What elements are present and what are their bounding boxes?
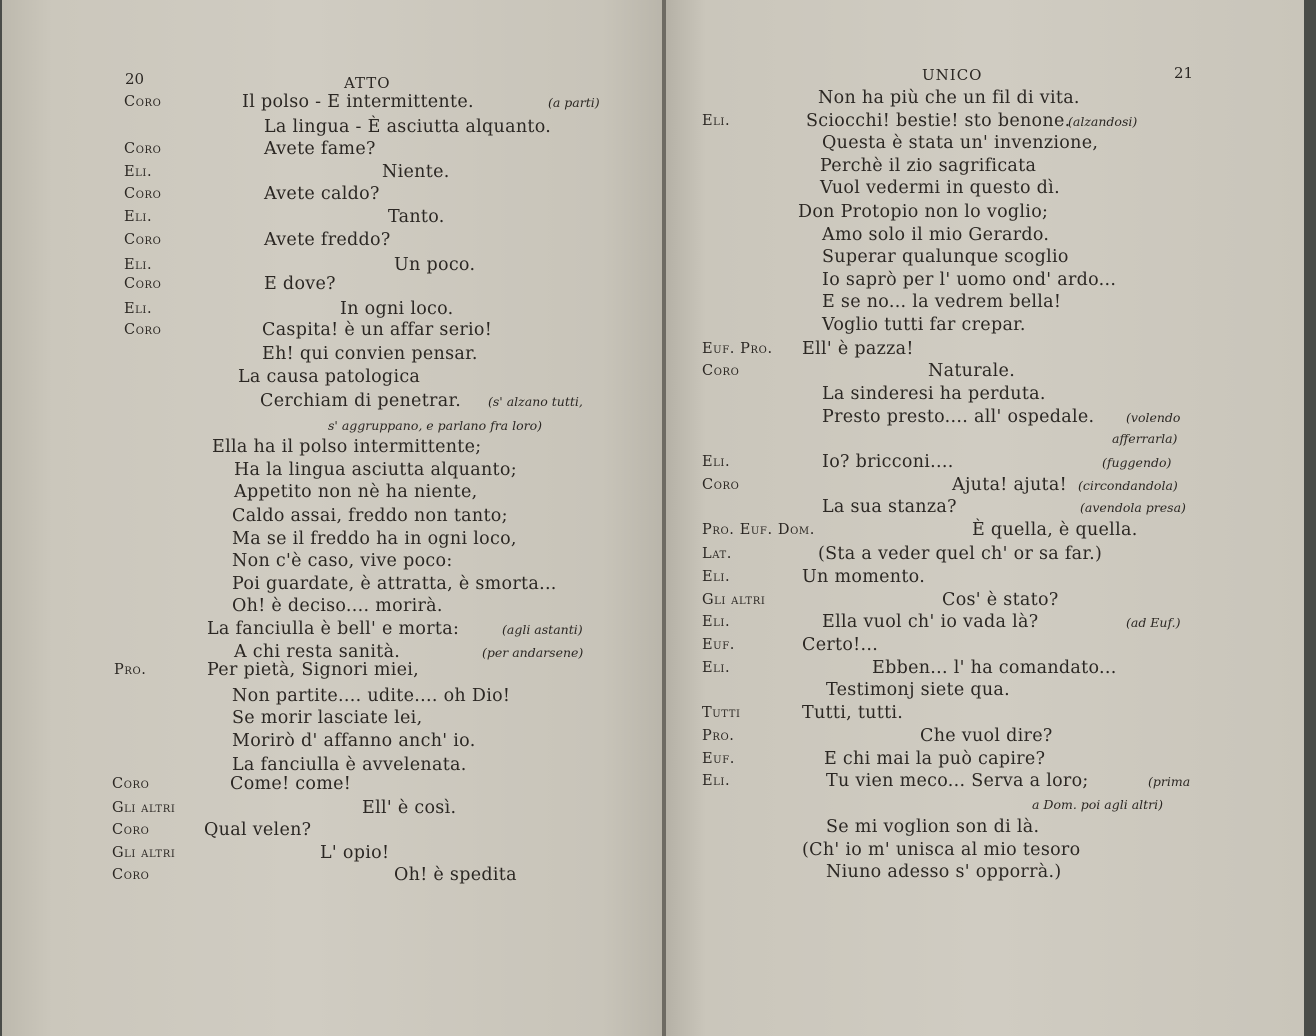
verse-line: Il polso - E intermittente. [242, 92, 474, 112]
stage-direction: (ad Euf.) [1126, 615, 1181, 630]
speaker-label: Euf. Pro. [702, 341, 773, 357]
speaker-label: Pro. [702, 728, 735, 744]
verse-line: L' opio! [320, 843, 390, 863]
verse-line: Ell' è così. [362, 798, 457, 818]
right-page [666, 0, 1304, 1036]
stage-direction: afferrarla) [1112, 431, 1178, 446]
verse-line: Niuno adesso s' opporrà.) [826, 862, 1062, 882]
stage-direction: (volendo [1126, 410, 1181, 425]
verse-line: E se no... la vedrem bella! [822, 292, 1062, 312]
stage-direction: (per andarsene) [482, 645, 584, 660]
verse-line: Don Protopio non lo voglio; [798, 202, 1049, 222]
verse-line: Avete freddo? [264, 230, 391, 250]
speaker-label: Coro [112, 867, 150, 883]
stage-direction: (alzandosi) [1068, 114, 1138, 129]
speaker-label: Tutti [702, 705, 741, 721]
verse-line: Tu vien meco... Serva a loro; [826, 771, 1089, 791]
speaker-label: Gli altri [112, 845, 176, 861]
speaker-label: Gli altri [702, 592, 766, 608]
verse-line: Non c'è caso, vive poco: [232, 551, 453, 571]
verse-line: (Sta a veder quel ch' or sa far.) [818, 544, 1103, 564]
speaker-label: Eli. [124, 301, 153, 317]
verse-line: È quella, è quella. [972, 520, 1138, 540]
verse-line: E chi mai la può capire? [824, 749, 1046, 769]
speaker-label: Euf. [702, 751, 735, 767]
verse-line: Caldo assai, freddo non tanto; [232, 506, 508, 526]
stage-direction: a Dom. poi agli altri) [1032, 797, 1164, 812]
speaker-label: Eli. [124, 164, 153, 180]
stage-direction: (avendola presa) [1080, 500, 1186, 515]
stage-direction: (fuggendo) [1102, 455, 1172, 470]
verse-line: Sciocchi! bestie! sto benone. [806, 111, 1071, 131]
verse-line: Ha la lingua asciutta alquanto; [234, 460, 517, 480]
verse-line: Voglio tutti far crepar. [822, 315, 1026, 335]
speaker-label: Eli. [702, 569, 731, 585]
verse-line: Caspita! è un affar serio! [262, 320, 493, 340]
verse-line: Ell' è pazza! [802, 339, 914, 359]
verse-line: Cos' è stato? [942, 590, 1059, 610]
stage-direction: (agli astanti) [502, 622, 583, 637]
verse-line: Presto presto.... all' ospedale. [822, 407, 1095, 427]
verse-line: Amo solo il mio Gerardo. [822, 225, 1050, 245]
verse-line: Ella vuol ch' io vada là? [822, 612, 1039, 632]
speaker-label: Eli. [702, 614, 731, 630]
speaker-label: Gli altri [112, 800, 176, 816]
verse-line: Naturale. [928, 361, 1016, 381]
verse-line: Un poco. [394, 255, 476, 275]
verse-line: La sua stanza? [822, 497, 957, 517]
verse-line: Un momento. [802, 567, 926, 587]
verse-line: Ebben... l' ha comandato... [872, 658, 1117, 678]
verse-line: Ella ha il polso intermittente; [212, 437, 482, 457]
speaker-label: Coro [124, 141, 162, 157]
speaker-label: Coro [124, 232, 162, 248]
verse-line: Come! come! [230, 774, 352, 794]
speaker-label: Eli. [702, 113, 731, 129]
verse-line: Questa è stata un' invenzione, [822, 133, 1099, 153]
verse-line: La sinderesi ha perduta. [822, 384, 1046, 404]
verse-line: La lingua - È asciutta alquanto. [264, 117, 552, 137]
left-page [2, 0, 664, 1036]
verse-line: Qual velen? [204, 820, 312, 840]
verse-line: Niente. [382, 162, 450, 182]
verse-line: Oh! è deciso.... morirà. [232, 596, 443, 616]
page-number: 21 [1174, 64, 1194, 82]
verse-line: La fanciulla è avvelenata. [232, 755, 467, 775]
verse-line: Appetito non nè ha niente, [234, 482, 478, 502]
verse-line: Oh! è spedita [394, 865, 517, 885]
verse-line: Morirò d' affanno anch' io. [232, 731, 476, 751]
verse-line: Poi guardate, è attratta, è smorta... [232, 574, 557, 594]
speaker-label: Coro [112, 822, 150, 838]
speaker-label: Euf. [702, 637, 735, 653]
verse-line: A chi resta sanità. [234, 642, 401, 662]
verse-line: Vuol vedermi in questo dì. [820, 178, 1060, 198]
stage-direction: (prima [1148, 774, 1191, 789]
stage-direction: (s' alzano tutti, [488, 394, 583, 409]
running-head: UNICO [922, 66, 983, 84]
verse-line: Tanto. [388, 207, 445, 227]
verse-line: Ajuta! ajuta! [952, 475, 1067, 495]
speaker-label: Coro [702, 363, 740, 379]
verse-line: In ogni loco. [340, 299, 454, 319]
speaker-label: Lat. [702, 546, 732, 562]
speaker-label: Eli. [702, 454, 731, 470]
stage-direction: s' aggruppano, e parlano fra loro) [328, 418, 543, 433]
speaker-label: Pro. [114, 662, 147, 678]
verse-line: La fanciulla è bell' e morta: [207, 619, 460, 639]
speaker-label: Eli. [124, 257, 153, 273]
verse-line: Se mi voglion son di là. [826, 817, 1040, 837]
speaker-label: Coro [702, 477, 740, 493]
verse-line: Ma se il freddo ha in ogni loco, [232, 529, 517, 549]
running-head: ATTO [344, 74, 391, 92]
verse-line: Avete caldo? [264, 184, 380, 204]
verse-line: E dove? [264, 274, 336, 294]
verse-line: Se morir lasciate lei, [232, 708, 423, 728]
verse-line: Superar qualunque scoglio [822, 247, 1069, 267]
speaker-label: Coro [124, 276, 162, 292]
stage-direction: (a parti) [548, 95, 600, 110]
verse-line: (Ch' io m' unisca al mio tesoro [802, 840, 1081, 860]
verse-line: Tutti, tutti. [802, 703, 904, 723]
speaker-label: Coro [124, 322, 162, 338]
verse-line: Io? bricconi.... [822, 452, 954, 472]
verse-line: Testimonj siete qua. [826, 680, 1011, 700]
stage-direction: (circondandola) [1078, 478, 1178, 493]
verse-line: Per pietà, Signori miei, [207, 660, 420, 680]
verse-line: La causa patologica [238, 367, 421, 387]
verse-line: Non ha più che un fil di vita. [818, 88, 1080, 108]
verse-line: Io saprò per l' uomo ond' ardo... [822, 270, 1117, 290]
speaker-label: Eli. [702, 773, 731, 789]
verse-line: Certo!... [802, 635, 879, 655]
page-number: 20 [125, 70, 145, 88]
speaker-label: Coro [112, 776, 150, 792]
speaker-label: Eli. [124, 209, 153, 225]
speaker-label: Pro. Euf. Dom. [702, 522, 815, 538]
speaker-label: Eli. [702, 660, 731, 676]
verse-line: Perchè il zio sagrificata [820, 156, 1037, 176]
verse-line: Cerchiam di penetrar. [260, 391, 462, 411]
verse-line: Avete fame? [264, 139, 376, 159]
speaker-label: Coro [124, 186, 162, 202]
verse-line: Eh! qui convien pensar. [262, 344, 478, 364]
verse-line: Non partite.... udite.... oh Dio! [232, 686, 511, 706]
speaker-label: Coro [124, 94, 162, 110]
verse-line: Che vuol dire? [920, 726, 1053, 746]
